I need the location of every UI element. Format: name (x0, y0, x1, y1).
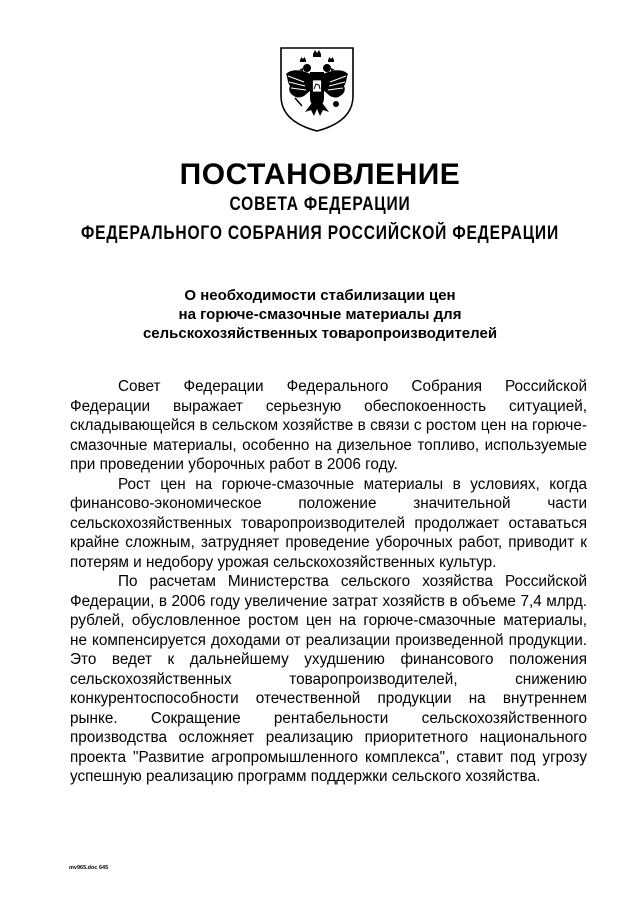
coat-of-arms-icon (278, 46, 356, 132)
body-paragraph: Рост цен на горюче-смазочные материалы в условиях, когда финансово-экономическое положение значительной части сельскохозяйственных товаропроизводителей продолжает оставаться крайне сложным, затрудняет проведение уборочных работ, приводит к потерям и недобору урожая сельскохозяйственных культур. (70, 475, 587, 571)
document-type-title: ПОСТАНОВЛЕНИЕ (179, 158, 461, 191)
body-paragraph: Совет Федерации Федерального Собрания Российской Федерации выражает серьезную обеспокоенность ситуацией, складывающейся в сельском хозяйстве в связи с ростом цен на горюче-смазочные материалы, особенно на дизельное топливо, используемые при проведении уборочных работ в 2006 году. (70, 378, 587, 473)
resolution-body (70, 377, 587, 787)
resolution-title-line: на горюче-смазочные материалы для (178, 306, 462, 323)
file-code: mv965.doc 645 (69, 865, 109, 871)
resolution-title-line: О необходимости стабилизации цен (184, 287, 456, 304)
body-paragraph: По расчетам Министерства сельского хозяйства Российской Федерации, в 2006 году увеличение затрат хозяйств в объеме 7,4 млрд. рублей, обусловленное ростом цен на горюче-смазочные материалы, не компенсируется доходами от реализации произведенной продукции. Это ведет к дальнейшему ухудшению финансового положения сельскохозяйственных товаропроизводителей, снижению конкурентоспособности отечественной продукции на внутреннем рынке. Сокращение рентабельности сельскохозяйственного производства осложняет реализацию приоритетного национального проекта "Развитие агропромышленного комплекса", ставит под угрозу успешную реализацию программ поддержки сельского хозяйства. (70, 573, 587, 785)
resolution-title (0, 286, 640, 343)
issuer-line-2: ФЕДЕРАЛЬНОГО СОБРАНИЯ РОССИЙСКОЙ ФЕДЕРАЦИИ (81, 223, 559, 244)
issuer-line-1: СОВЕТА ФЕДЕРАЦИИ (229, 194, 411, 215)
resolution-title-line: сельскохозяйственных товаропроизводителей (142, 325, 498, 342)
